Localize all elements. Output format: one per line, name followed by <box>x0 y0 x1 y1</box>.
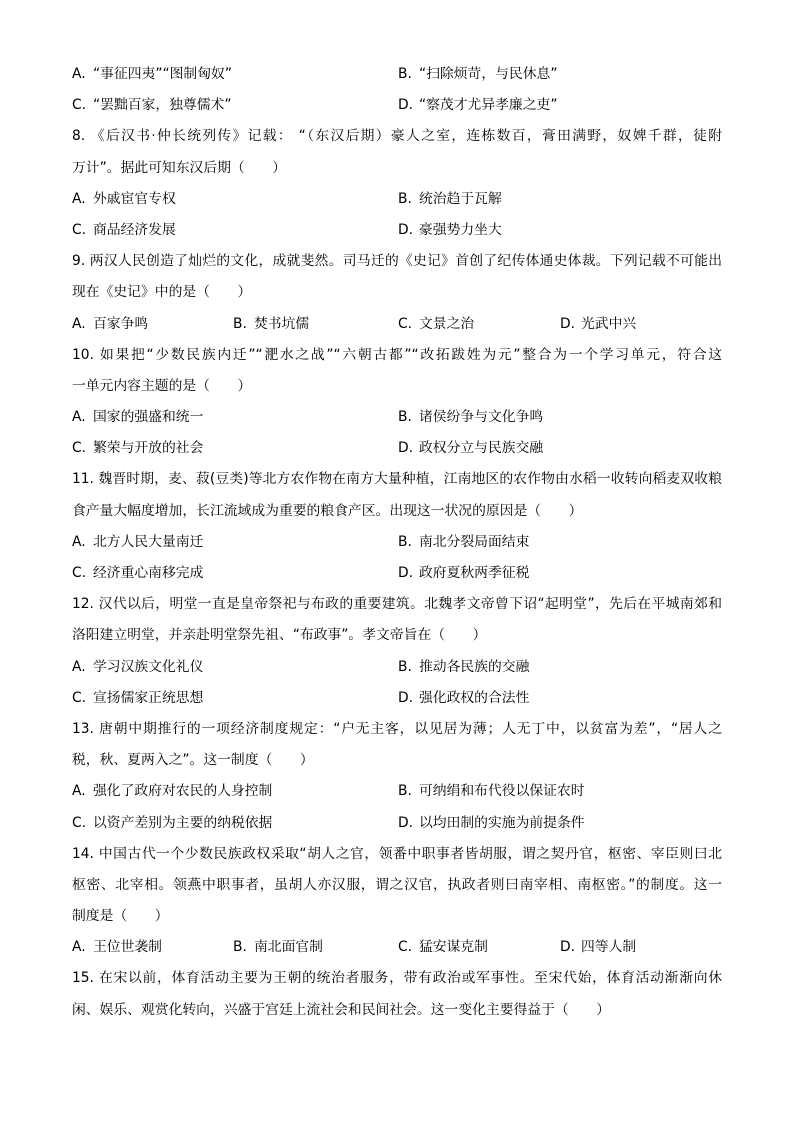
option-a <box>72 402 398 433</box>
question-stem-line: 制度是（ ） <box>72 908 169 925</box>
option-d <box>398 808 724 839</box>
option-label: C. <box>72 221 87 238</box>
option-text: 诸侯纷争与文化争鸣 <box>419 409 544 426</box>
option-text: 百家争鸣 <box>93 315 149 332</box>
options-row <box>72 776 722 807</box>
option-text: 可纳绢和布代役以保证农时 <box>419 783 585 800</box>
option-text: 四等人制 <box>581 939 637 956</box>
option-label: C. <box>72 689 87 706</box>
option-d <box>398 215 724 246</box>
option-b <box>233 932 398 963</box>
question-stem-line: 9. 两汉人民创造了灿烂的文化，成就斐然。司马迁的《史记》首创了纪传体通史体裁。下列记载不可能出 <box>72 253 722 270</box>
question-stem-line: 10. 如果把“少数民族内迁”“淝水之战”“六朝古都”“改拓跋姓为元”整合为一个学习单元，符合这 <box>72 346 722 363</box>
option-text: 王位世袭制 <box>93 939 162 956</box>
option-label: D. <box>398 97 414 114</box>
option-text: 猛安谋克制 <box>419 939 488 956</box>
option-text: 经济重心南移完成 <box>93 565 204 581</box>
option-text: 繁荣与开放的社会 <box>93 440 204 457</box>
option-label: B. <box>398 783 412 800</box>
option-text: 豪强势力坐大 <box>419 221 502 238</box>
option-label: C. <box>398 315 413 332</box>
options-row <box>72 808 722 839</box>
option-text: 强化政权的合法性 <box>419 689 530 706</box>
option-a <box>72 652 398 683</box>
question-11 <box>72 464 722 589</box>
option-text: 强化了政府对农民的人身控制 <box>93 783 273 800</box>
option-label: C. <box>72 97 87 114</box>
options-row <box>72 184 722 215</box>
question-12 <box>72 589 722 714</box>
option-label: B. <box>233 315 247 332</box>
option-label: A. <box>72 939 86 956</box>
option-a <box>72 309 233 340</box>
question-9 <box>72 246 722 340</box>
option-label: A. <box>72 658 86 675</box>
option-a <box>72 527 398 558</box>
option-text: 以资产差别为主要的纳税依据 <box>93 814 273 831</box>
option-b <box>233 309 398 340</box>
option-d <box>398 90 724 121</box>
options-row <box>72 652 722 683</box>
option-label: A. <box>72 315 86 332</box>
option-b <box>398 776 724 807</box>
option-c <box>72 808 398 839</box>
question-stem-line: 8. 《后汉书·仲长统列传》记载： “（东汉后期）豪人之室，连栋数百，膏田满野，奴婢千群，徒附 <box>72 128 722 145</box>
option-c <box>72 90 398 121</box>
option-d <box>560 932 722 963</box>
option-label: D. <box>560 939 576 956</box>
options-row <box>72 402 722 433</box>
options-row <box>72 527 722 558</box>
option-label: B. <box>398 533 412 550</box>
question-10 <box>72 340 722 465</box>
option-text: “察茂才尤异孝廉之吏” <box>419 97 558 114</box>
option-text: 宣扬儒家正统思想 <box>93 689 204 706</box>
option-d <box>398 683 724 714</box>
option-label: D. <box>398 440 414 457</box>
question-stem-line: 枢密、北宰相。领燕中职事者，虽胡人亦汉服，谓之汉官，执政者则曰南宰相、南枢密。”的制度。这一 <box>72 876 722 893</box>
option-text: 外戚宦官专权 <box>93 190 176 207</box>
option-d <box>560 309 722 340</box>
option-d <box>398 558 724 589</box>
option-b <box>398 652 724 683</box>
option-a <box>72 184 398 215</box>
option-b <box>398 59 724 90</box>
option-label: D. <box>398 565 414 581</box>
page-content <box>72 59 722 1026</box>
option-label: A. <box>72 533 86 550</box>
option-label: C. <box>72 440 87 457</box>
option-label: D. <box>398 221 414 238</box>
option-label: A. <box>72 190 86 207</box>
options-row <box>72 683 722 714</box>
option-c <box>398 932 560 963</box>
question-stem-line: 税，秋、夏两入之”。这一制度（ ） <box>72 752 314 769</box>
option-text: 南北面官制 <box>254 939 323 956</box>
question-stem-line: 12. 汉代以后，明堂一直是皇帝祭祀与布政的重要建筑。北魏孝文帝曾下诏“起明堂”，先后在平城南郊和 <box>72 596 722 613</box>
option-text: 南北分裂局面结束 <box>419 533 530 550</box>
question-stem-line: 现在《史记》中的是（ ） <box>72 284 252 301</box>
question-15 <box>72 963 722 1025</box>
option-label: A. <box>72 409 86 426</box>
option-text: 政权分立与民族交融 <box>419 440 544 457</box>
option-label: C. <box>72 565 87 581</box>
question-stem-line: 食产量大幅度增加，长江流域成为重要的粮食产区。出现这一状况的原因是（ ） <box>72 502 583 519</box>
question-stem-line: 11. 魏晋时期，麦、菽(豆类)等北方农作物在南方大量种植，江南地区的农作物由水稻一收转向稻麦双收粮 <box>72 471 722 488</box>
option-c <box>72 683 398 714</box>
option-text: 文景之治 <box>419 315 475 332</box>
option-label: D. <box>398 689 414 706</box>
option-text: 学习汉族文化礼仪 <box>93 658 204 675</box>
option-b <box>398 402 724 433</box>
option-text: 焚书坑儒 <box>254 315 310 332</box>
option-b <box>398 527 724 558</box>
option-label: D. <box>398 814 414 831</box>
options-row <box>72 215 722 246</box>
option-text: 政府夏秋两季征税 <box>419 565 530 581</box>
option-text: 国家的强盛和统一 <box>93 409 204 426</box>
option-a <box>72 776 398 807</box>
question-stem-line: 15. 在宋以前，体育活动主要为王朝的统治者服务，带有政治或军事性。至宋代始，体育活动渐渐向休 <box>72 970 722 987</box>
option-d <box>398 433 724 464</box>
options-row <box>72 309 722 340</box>
option-label: C. <box>398 939 413 956</box>
option-label: C. <box>72 814 87 831</box>
option-text: 商品经济发展 <box>93 221 176 238</box>
option-label: B. <box>398 409 412 426</box>
question-stem-line: 闲、娱乐、观赏化转向，兴盛于宫廷上流社会和民间社会。这一变化主要得益于（ ） <box>72 1001 611 1018</box>
options-row <box>72 433 722 464</box>
question-stem-line: 万计”。据此可知东汉后期（ ） <box>72 159 287 176</box>
question-stem-line: 一单元内容主题的是（ ） <box>72 377 252 394</box>
option-label: A. <box>72 66 86 82</box>
option-label: B. <box>398 66 412 82</box>
question-13 <box>72 714 722 839</box>
question-stem-line: 洛阳建立明堂，并亲赴明堂祭先祖、“布政事”。孝文帝旨在（ ） <box>72 627 487 644</box>
option-text: 以均田制的实施为前提条件 <box>419 814 585 831</box>
question-stem-line: 13. 唐朝中期推行的一项经济制度规定：“户无主客，以见居为薄；人无丁中，以贫富为差”，“居人之 <box>72 720 722 737</box>
option-text: “事征四夷”“图制匈奴” <box>93 66 232 82</box>
option-text: 推动各民族的交融 <box>419 658 530 675</box>
option-label: A. <box>72 783 86 800</box>
option-label: B. <box>233 939 247 956</box>
question-14 <box>72 839 722 964</box>
option-label: B. <box>398 658 412 675</box>
option-text: 光武中兴 <box>581 315 637 332</box>
option-a <box>72 59 398 90</box>
option-text: 统治趋于瓦解 <box>419 190 502 207</box>
option-text: “扫除烦苛，与民休息” <box>419 66 558 82</box>
option-c <box>72 558 398 589</box>
option-c <box>72 215 398 246</box>
question-7 <box>72 59 722 121</box>
options-row <box>72 932 722 963</box>
option-label: B. <box>398 190 412 207</box>
options-row <box>72 558 722 589</box>
option-c <box>398 309 560 340</box>
question-stem-line: 14. 中国古代一个少数民族政权采取“胡人之官，领番中职事者皆胡服，谓之契丹官，枢密、宰臣则曰北 <box>72 845 722 862</box>
option-text: 北方人民大量南迁 <box>93 533 204 550</box>
options-row <box>72 59 722 90</box>
option-b <box>398 184 724 215</box>
options-row <box>72 90 722 121</box>
option-c <box>72 433 398 464</box>
option-a <box>72 932 233 963</box>
question-8 <box>72 121 722 246</box>
option-text: “罢黜百家，独尊儒术” <box>93 97 232 114</box>
option-label: D. <box>560 315 576 332</box>
